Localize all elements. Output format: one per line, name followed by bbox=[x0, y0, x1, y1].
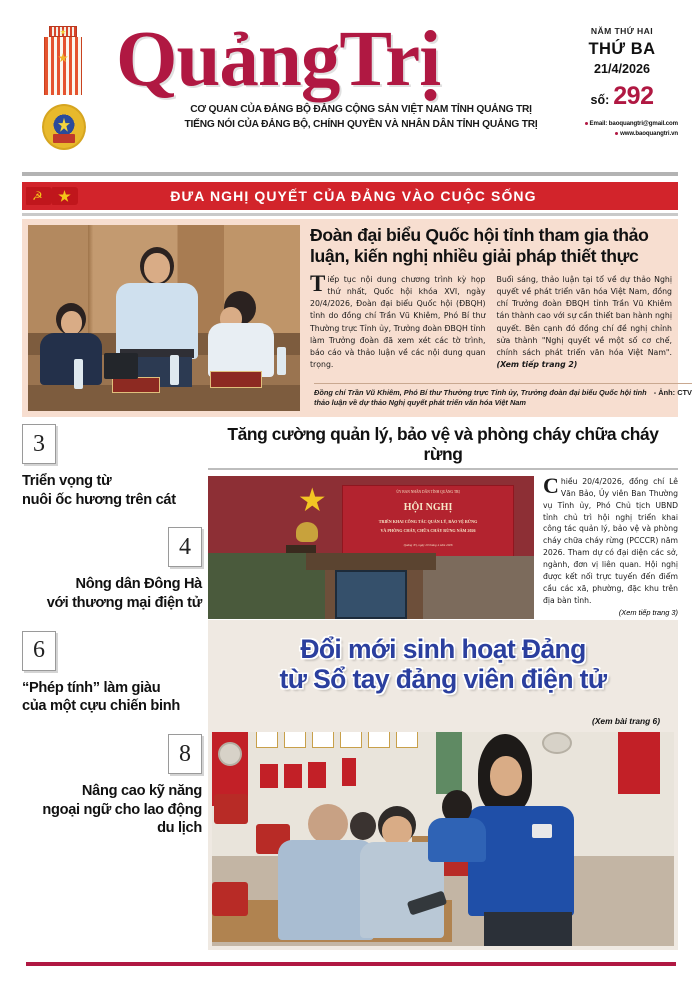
bullet-dot-icon bbox=[615, 132, 618, 135]
photo-chair bbox=[214, 794, 248, 824]
feature-see-page-note[interactable]: (Xem bài trang 6) bbox=[592, 716, 660, 726]
masthead bbox=[22, 18, 678, 170]
publication-year-label: NĂM THỨ HAI bbox=[590, 26, 654, 36]
photo-person-face bbox=[490, 756, 522, 796]
secondary-article-photo bbox=[208, 476, 534, 619]
teaser-page-number: 3 bbox=[22, 424, 56, 464]
contact-email-row[interactable] bbox=[566, 119, 678, 129]
feature-headline[interactable] bbox=[208, 634, 678, 694]
photo-bust-statue bbox=[296, 522, 318, 542]
photo-chair bbox=[212, 882, 248, 916]
contact-info bbox=[566, 119, 678, 140]
feature-headline-line1: Đổi mới sinh hoạt Đảng bbox=[300, 634, 586, 664]
photo-wall-fan-icon bbox=[218, 742, 242, 766]
masthead-subtitle bbox=[116, 103, 566, 132]
issue-number: 292 bbox=[613, 82, 654, 110]
lead-article-columns bbox=[310, 271, 672, 371]
feature-headline-line2: từ Sổ tay đảng viên điện tử bbox=[279, 664, 607, 695]
footer-divider bbox=[26, 962, 676, 966]
contact-website-row[interactable] bbox=[566, 129, 678, 139]
issue-info-block bbox=[566, 18, 678, 140]
photo-person-face bbox=[144, 253, 170, 283]
photo-person-body bbox=[40, 333, 102, 385]
lead-article-credit-name: CTV bbox=[677, 387, 692, 397]
photo-person-face bbox=[61, 311, 82, 335]
newspaper-title: QuảngTrị bbox=[116, 16, 441, 103]
lead-article-continue-note[interactable]: (Xem tiếp trang 2) bbox=[496, 359, 578, 369]
photo-wall-fan-icon bbox=[542, 732, 572, 754]
secondary-article-text: Chiều 20/4/2026, đồng chí Lê Văn Bảo, Ủy viên Ban Thường vụ Tỉnh ủy, Phó Chủ tịch UBND tỉnh chủ trì hội nghị triển khai công tác quản lý, bảo vệ và phòng cháy chữa cháy rừng (PCCCR) năm 2026. Tham dự có đại diện các sở, ngành, đơn vị liên quan. Hội nghị được kết nối trực tuyến đến điểm cầu các xã, phường, đặc khu trên địa bàn tỉnh. bbox=[543, 473, 678, 605]
lead-article[interactable] bbox=[22, 219, 692, 417]
backdrop-line2-text: VÀ PHÒNG CHÁY, CHỮA CHÁY RỪNG NĂM 2026 bbox=[380, 527, 476, 533]
issue-label: số: bbox=[590, 93, 610, 107]
photo-person-head bbox=[308, 804, 348, 844]
teaser-item-8[interactable] bbox=[22, 734, 202, 838]
photo-person-body bbox=[428, 818, 486, 862]
secondary-article[interactable] bbox=[208, 424, 678, 633]
lead-article-column-2 bbox=[497, 274, 673, 371]
backdrop-org-text: ỦY BAN NHÂN DÂN TỈNH QUẢNG TRỊ bbox=[396, 489, 460, 494]
party-flags-icon bbox=[22, 182, 84, 210]
teaser-page-number: 8 bbox=[168, 734, 202, 774]
secondary-article-text-column bbox=[534, 473, 678, 633]
secondary-article-body bbox=[208, 473, 678, 633]
teaser-sidebar bbox=[22, 424, 202, 856]
ribbon-medal-icon bbox=[40, 26, 86, 108]
star-glyph-icon bbox=[58, 190, 71, 203]
photo-pennant bbox=[260, 764, 278, 788]
medal-ribbon-icon bbox=[44, 37, 82, 95]
contact-website: www.baoquangtri.vn bbox=[620, 130, 678, 138]
secondary-article-headline[interactable]: Tăng cường quản lý, bảo vệ và phòng cháy chữa cháy rừng bbox=[227, 424, 659, 465]
teaser-page-number: 6 bbox=[22, 631, 56, 671]
lead-article-column-2-text: Buổi sáng, thảo luận tại tổ về dự thảo Nghị quyết về phát triển văn hóa Việt Nam, đồng chí Trưởng đoàn ĐBQH tỉnh Trần Vũ Khiêm tán thành cao với sự cần thiết ban hành nghị quyết. Bên cạnh đó đồng chí đề nghị chỉnh sửa thành "Nghị quyết về một số cơ chế, chính sách phát triển văn hóa Việt Nam". bbox=[496, 275, 672, 357]
teaser-label[interactable]: “Phép tính” làm giàu của một cựu chiến binh bbox=[22, 679, 181, 715]
teaser-page-number: 4 bbox=[168, 527, 202, 567]
lead-article-photo bbox=[28, 225, 300, 411]
contact-email: Email: baoquangtri@gmail.com bbox=[589, 120, 678, 127]
lead-article-caption-text: Đồng chí Trần Vũ Khiêm, Phó Bí thư Thường trực Tỉnh ủy, Trưởng đoàn đại biểu Quốc hội tỉnh thảo luận về dự thảo Nghị quyết phát triển văn hóa Việt Nam bbox=[314, 387, 647, 408]
publication-date: 21/4/2026 bbox=[593, 62, 651, 76]
backdrop-line1-text: TRIỂN KHAI CÔNG TÁC QUẢN LÝ, BẢO VỆ RỪNG bbox=[378, 518, 478, 524]
photo-delegate-row-right bbox=[423, 556, 534, 619]
medal-bar-icon bbox=[49, 26, 77, 37]
photo-certificate bbox=[368, 732, 390, 748]
backdrop-place-text: Quảng Trị, ngày 20 tháng 4 năm 2026 bbox=[403, 543, 453, 548]
photo-pennant bbox=[342, 758, 356, 786]
photo-person-body bbox=[208, 323, 274, 377]
teaser-item-4[interactable] bbox=[22, 527, 202, 612]
issue-number-block bbox=[566, 82, 678, 111]
photo-center-desk bbox=[306, 553, 436, 570]
photo-nameplate bbox=[112, 377, 160, 393]
teaser-label[interactable]: Nâng cao kỹ năng ngoại ngữ cho lao động du lịch bbox=[42, 783, 202, 837]
weekday-label: THỨ BA bbox=[588, 40, 656, 58]
lead-article-column-1: Tiếp tục nội dung chương trình kỳ họp thứ nhất, Quốc hội khóa XVI, ngày 20/4/2026, Đoàn đại biểu Quốc hội (ĐBQH) tỉnh do đồng chí Trần Vũ Khiêm, Phó Bí thư Thường trực Tỉnh ủy, Trưởng đoàn ĐBQH tỉnh làm Trưởng đoàn đã xem xét các tờ trình, báo cáo và thảo luận về các nội dung quan trọng. bbox=[310, 271, 486, 369]
bullet-dot-icon bbox=[585, 122, 588, 125]
photo-laptop bbox=[104, 353, 138, 379]
photo-water-bottle bbox=[170, 355, 179, 385]
photo-person-trousers bbox=[484, 912, 572, 946]
slogan-banner bbox=[22, 182, 678, 210]
round-medal-icon bbox=[42, 104, 86, 150]
slogan-banner-text: ĐƯA NGHỊ QUYẾT CỦA ĐẢNG VÀO CUỘC SỐNG bbox=[170, 188, 537, 204]
masthead-divider bbox=[22, 172, 678, 176]
secondary-article-continue-note[interactable]: (Xem tiếp trang 3) bbox=[618, 608, 678, 618]
photo-person-body bbox=[116, 283, 198, 359]
feature-article[interactable] bbox=[208, 620, 678, 950]
photo-green-curtain bbox=[436, 732, 462, 794]
photo-wall-banner bbox=[618, 732, 660, 794]
photo-certificate bbox=[340, 732, 362, 748]
lead-article-headline[interactable]: Đoàn đại biểu Quốc hội tỉnh tham gia thảo luận, kiến nghị nhiều giải pháp thiết thực bbox=[310, 225, 649, 267]
backdrop-title-text: HỘI NGHỊ bbox=[403, 501, 453, 513]
photo-water-bottle bbox=[74, 359, 83, 389]
photo-nameplate bbox=[210, 371, 262, 388]
photo-pennant bbox=[284, 764, 302, 788]
photo-certificate bbox=[312, 732, 334, 748]
photo-certificate bbox=[396, 732, 418, 748]
photo-certificate bbox=[284, 732, 306, 748]
secondary-article-divider bbox=[208, 468, 678, 470]
photo-water-bottle bbox=[277, 347, 286, 375]
photo-person-head bbox=[350, 812, 376, 840]
photo-youth-union-badge bbox=[532, 824, 552, 838]
banner-divider bbox=[22, 213, 678, 216]
hammer-sickle-flag-icon bbox=[26, 187, 52, 205]
feature-article-photo bbox=[212, 732, 674, 946]
masthead-title-block bbox=[106, 18, 566, 132]
teaser-label[interactable]: Nông dân Đông Hà với thương mại điện tử bbox=[46, 576, 202, 612]
lead-article-credit bbox=[654, 388, 692, 399]
photo-presenter-monitor bbox=[335, 570, 407, 619]
teaser-item-3[interactable] bbox=[22, 424, 202, 509]
star-flag-icon bbox=[52, 187, 78, 205]
masthead-subtitle-line1: CƠ QUAN CỦA ĐẢNG BỘ ĐẢNG CỘNG SẢN VIỆT NAM TỈNH QUẢNG TRỊ bbox=[190, 104, 532, 116]
awards-medals bbox=[22, 18, 106, 168]
photo-conference-backdrop bbox=[342, 485, 515, 559]
lead-article-caption bbox=[314, 383, 692, 409]
lead-article-credit-label: - Ảnh: bbox=[653, 387, 676, 397]
photo-certificate bbox=[256, 732, 278, 748]
masthead-subtitle-line2: TIẾNG NÓI CỦA ĐẢNG BỘ, CHÍNH QUYỀN VÀ NHÂN DÂN TỈNH QUẢNG TRỊ bbox=[184, 118, 538, 130]
photo-pennant bbox=[308, 762, 326, 788]
teaser-item-6[interactable] bbox=[22, 631, 202, 716]
hammer-sickle-glyph: ☭ bbox=[32, 189, 43, 203]
teaser-label[interactable]: Triển vọng từ nuôi ốc hương trên cát bbox=[22, 473, 176, 508]
